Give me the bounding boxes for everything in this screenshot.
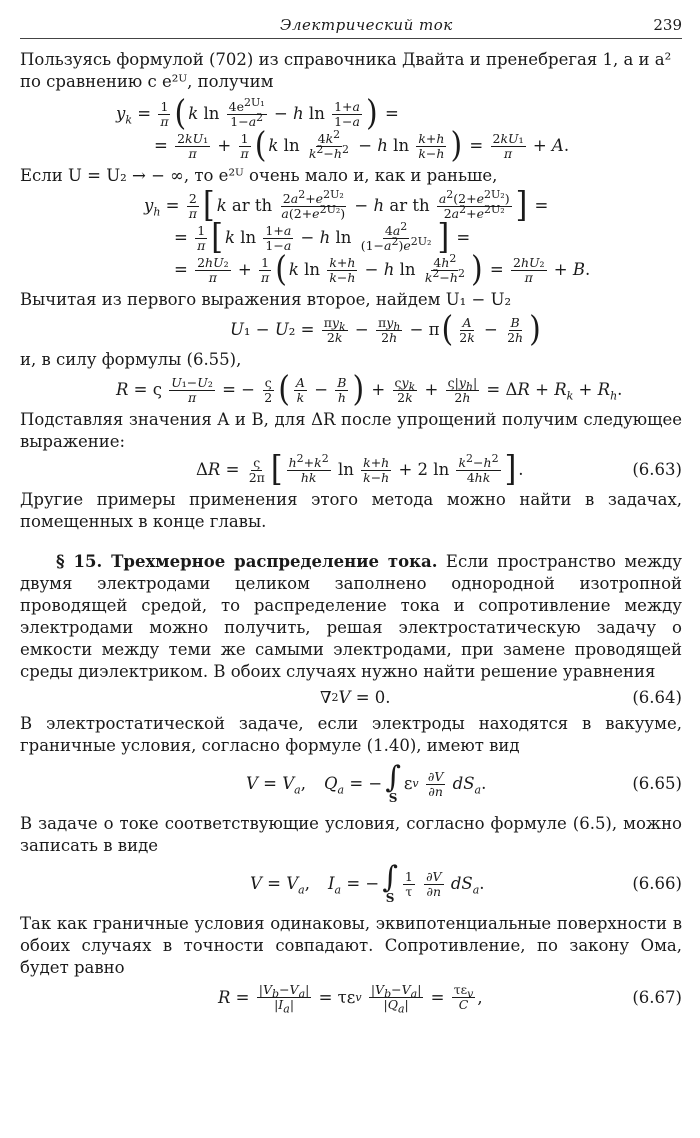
paragraph-6: Другие примеры применения этого метода можно найти в задачах, помещенных в конце главы.: [20, 490, 682, 531]
equation-yh-3: = $\frac{\text{2hU₂}}{\pi}$ + $\frac{1}{\pi}$ ( k ln $\frac{k+h}{k-h}$ − h ln $\frac{4h^2}{k^2-h^2}$ ) = $\frac{\text{2hU₂}}{\pi}$ + B .: [174, 249, 591, 290]
equation-number-6-66: (6.66): [632, 874, 682, 893]
page-number: 239: [653, 16, 682, 34]
equation-6-67: R = $\frac{|V_b-V_a|}{|I_a|}$ = τε v $\frac{|V_b-V_a|}{|Q_a|}$ = $\frac{\tau\varepsilon_v}{C}$ , (6.67): [218, 982, 682, 1016]
section-15-text: Если пространство между двумя электродами целиком заполнено однородной изотропной проводящей средой, то распределение тока и сопротивление между электродами можно получить, решая электростатическую задачу о емкости между теми же самыми электродами, при замене проводящей среды диэлектриком. В обоих случаях нужно найти решение уравнения: [20, 552, 682, 681]
paragraph-8: В задаче о токе соответствующие условия, согласно формуле (6.5), можно записать в виде: [20, 814, 682, 855]
paragraph-1-line-2: по сравнению с e²ᵁ, получим: [20, 72, 274, 91]
paragraph-1-line-1: Пользуясь формулой (702) из справочника Двайта и пренебрегая 1, a и a²: [20, 50, 672, 69]
running-head-title: Электрический ток: [280, 16, 453, 34]
equation-u1-u2: U ₁ − U ₂ = $\frac{\pi y_k}{2k}$ − $\frac{\pi y_h}{2h}$ − π ( $\frac{A}{2k}$ − $\frac{B}{2h}$ ): [230, 309, 541, 350]
equation-yk-1: $y_k$ = $\frac{1}{\pi}$ ( k ln $\frac{4e^{2U_1}}{1-a^2}$ − h ln $\frac{1+a}{1-a}$ ) =: [116, 93, 399, 134]
equation-yh-1: $y_h$ = $\frac{2}{\pi}$ [ k ar th $\frac{2a^2+e^{2U_2}}{a(2+e^{2U_2})}$ − h ar th $\frac{a^2(2+e^{2U_2})}{2a^2+e^{2U_2}}$ ] =: [144, 185, 549, 226]
equation-number-6-64: (6.64): [632, 688, 682, 707]
equation-6-65: V = $V_a$ , $Q_a$ = − ∫ S ε v $\frac{\partial V}{\partial n}$ $dS_a$ . (6.65): [246, 760, 682, 805]
paragraph-7: В электростатической задаче, если электроды находятся в вакууме, граничные условия, согласно формуле (1.40), имеют вид: [20, 714, 682, 755]
section-15: [20, 551, 682, 683]
running-head: [20, 14, 682, 39]
paragraph-3: Вычитая из первого выражения второе, найдем U₁ − U₂: [20, 290, 512, 309]
equation-yk-2: = $\frac{\text{2kU₁}}{\pi}$ + $\frac{1}{\pi}$ ( k ln $\frac{4k^2}{k^2-h^2}$ − h ln $\frac{k+h}{k-h}$ ) = $\frac{\text{2kU₁}}{\pi}$ + A .: [154, 125, 570, 166]
paragraph-9: Так как граничные условия одинаковы, эквипотенциальные поверхности в обоих случаях в точности совпадают. Сопротивление, по закону Ома, будет равно: [20, 914, 682, 977]
paragraph-4: и, в силу формулы (6.55),: [20, 350, 242, 369]
equation-6-66: V = $V_a$ , $I_a$ = − ∫ S $\frac{1}{\tau}$ $\frac{\partial V}{\partial n}$ $dS_a$ . (6.66): [250, 860, 682, 905]
equation-6-63: Δ R = $\frac{\varsigma}{2\pi}$ [ $\frac{h^2+k^2}{hk}$ ln $\frac{k+h}{k-h}$ + 2 ln $\frac{k^2-h^2}{4hk}$ ] . (6.63): [196, 449, 682, 490]
equation-6-64: ∇ 2 V = 0. (6.64): [320, 688, 682, 707]
equation-number-6-63: (6.63): [632, 460, 682, 479]
equation-r: R = ς $\frac{\text{U₁−U₂}}{\pi}$ = − $\frac{\varsigma}{2}$ ( $\frac{A}{k}$ − $\frac{B}{h}$ ) + $\frac{\varsigma y_k}{2k}$ + $\frac{\varsigma|y_h|}{2h}$ = Δ R + $R_k$ + $R_h$ .: [116, 369, 623, 410]
section-15-heading: § 15. Трехмерное распределение тока.: [56, 552, 438, 571]
equation-number-6-67: (6.67): [632, 987, 682, 1007]
paragraph-2: Если U = U₂ → − ∞, то e²ᵁ очень мало и, как и раньше,: [20, 166, 498, 185]
equation-number-6-65: (6.65): [632, 774, 682, 793]
equation-yh-2: = $\frac{1}{\pi}$ [ k ln $\frac{1+a}{1-a}$ − h ln $\frac{4a^2}{(1-a^2)e^{2U_2}}$ ] =: [174, 217, 471, 258]
paragraph-5: Подставляя значения A и B, для ΔR после упрощений получим следующее выражение:: [20, 410, 682, 451]
